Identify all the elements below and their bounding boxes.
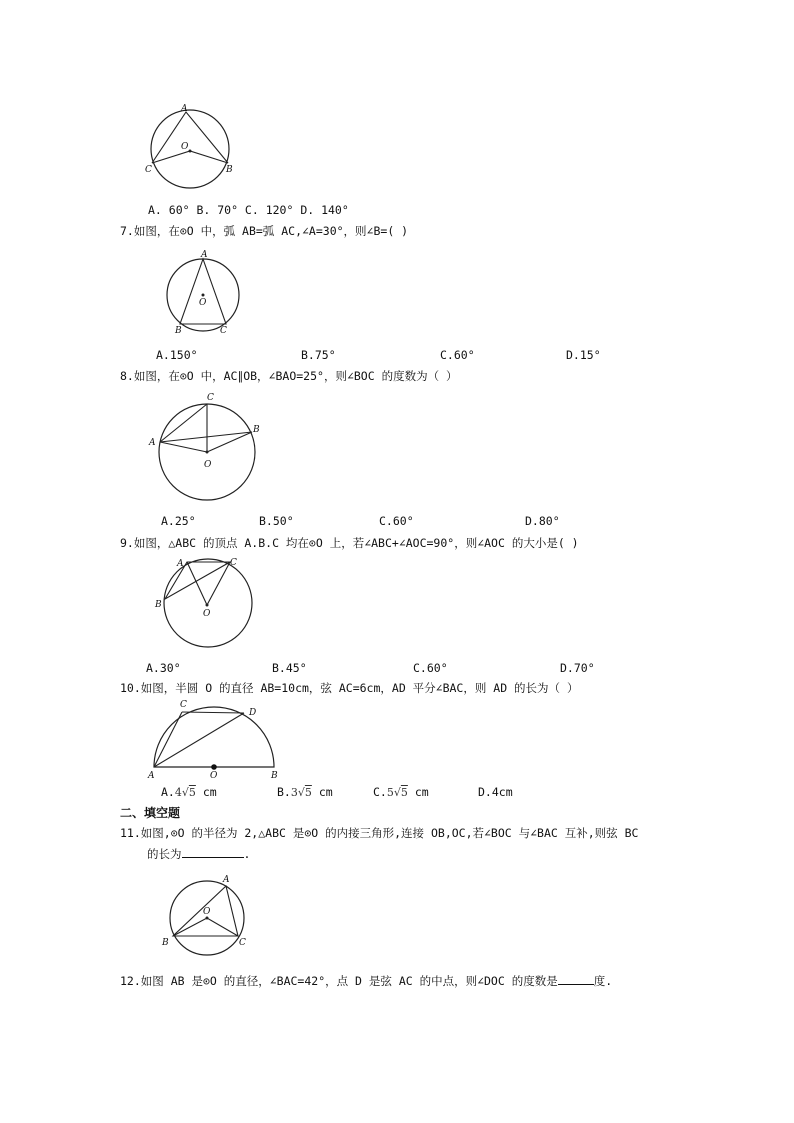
- q10-option-a-unit: cm: [202, 785, 217, 799]
- q10-option-d-prefix: D.: [478, 785, 492, 799]
- q8-label-o: O: [204, 460, 212, 470]
- q10-option-a: [161, 785, 217, 800]
- q10-option-b-unit: cm: [318, 785, 333, 799]
- q11-stem-line1: 11.如图,⊙O 的半径为 2,△ABC 是⊙O 的内接三角形,连接 OB,OC,若∠BOC 与∠BAC 互补,则弦 BC: [120, 826, 639, 840]
- q8-chord-ab: [160, 432, 252, 442]
- q10-center-dot: [211, 764, 217, 770]
- q10-option-b-coef: 3: [290, 786, 298, 799]
- q10-label-a: A: [148, 771, 155, 781]
- q8-option-d: D.80°: [525, 514, 560, 528]
- q10-stem: 10.如图，半圆 O 的直径 AB=10cm，弦 AC=6cm，AD 平分∠BAC，则 AD 的长为（ ）: [120, 681, 579, 695]
- q9-figure: [150, 552, 260, 652]
- q7-stem: 7.如图，在⊙O 中，弧 AB=弧 AC,∠A=30°，则∠B=( ): [120, 224, 409, 238]
- q11-label-b: B: [162, 938, 169, 948]
- q10-label-d: D: [249, 708, 257, 718]
- q9-label-o: O: [203, 609, 211, 619]
- q6-figure: [140, 100, 250, 200]
- q6-radii: [152, 151, 228, 163]
- q11-label-c: C: [239, 938, 246, 948]
- q7-label-a: A: [201, 250, 208, 260]
- q10-option-b-sqrt-icon: √: [297, 786, 305, 799]
- q9-option-a: A.30°: [146, 661, 181, 675]
- q8-label-b: B: [253, 425, 260, 435]
- q10-option-b-radicand: 5: [304, 786, 312, 799]
- q9-option-d: D.70°: [560, 661, 595, 675]
- q10-option-c-unit: cm: [414, 785, 429, 799]
- q10-option-a-sqrt-icon: √: [181, 786, 189, 799]
- q7-option-b: B.75°: [301, 348, 336, 362]
- q10-option-c-sqrt-icon: √: [393, 786, 401, 799]
- q11-stem-line2-text: 的长为: [147, 847, 182, 861]
- q6-circle: [151, 110, 229, 188]
- q6-label-a: A: [181, 104, 188, 114]
- q9-option-c: C.60°: [413, 661, 448, 675]
- q6-label-b: B: [226, 165, 233, 175]
- q7-label-c: C: [220, 326, 227, 336]
- q8-label-a: A: [149, 438, 156, 448]
- q10-option-a-prefix: A.: [161, 785, 175, 799]
- q9-radii: [187, 562, 230, 605]
- q8-option-a: A.25°: [161, 514, 196, 528]
- q10-label-o: O: [210, 771, 218, 781]
- q10-option-c-coef: 5: [386, 786, 394, 799]
- q7-option-d: D.15°: [566, 348, 601, 362]
- q7-label-b: B: [175, 326, 182, 336]
- q8-stem: 8.如图，在⊙O 中，AC∥OB，∠BAO=25°，则∠BOC 的度数为（ ）: [120, 369, 458, 383]
- section-title-fill-in: 二、填空题: [120, 806, 181, 820]
- q10-option-d-unit: 4cm: [491, 785, 513, 799]
- q8-label-c: C: [207, 393, 214, 403]
- q8-center-dot: [206, 451, 209, 454]
- q9-label-a: A: [177, 559, 184, 569]
- q6-label-o: O: [181, 142, 189, 152]
- q9-stem: 9.如图，△ABC 的顶点 A.B.C 均在⊙O 上，若∠ABC+∠AOC=90°，则∠AOC 的大小是( ): [120, 536, 579, 550]
- q12-stem-end: 度.: [593, 974, 613, 988]
- q10-option-c-prefix: C.: [373, 785, 387, 799]
- q6-chords: [152, 112, 228, 163]
- q10-chord-cd: [182, 712, 244, 713]
- q6-options: A. 60° B. 70° C. 120° D. 140°: [148, 203, 349, 217]
- q8-option-b: B.50°: [259, 514, 294, 528]
- q10-option-a-coef: 4: [174, 786, 182, 799]
- q10-option-d: [478, 785, 513, 799]
- q7-center-dot: [202, 294, 205, 297]
- q7-label-o: O: [199, 298, 207, 308]
- q10-label-b: B: [271, 771, 278, 781]
- q10-option-a-radicand: 5: [188, 786, 196, 799]
- q11-answer-blank[interactable]: [182, 846, 244, 858]
- q8-radius-ao: [160, 442, 207, 452]
- q6-label-c: C: [145, 165, 152, 175]
- q10-option-b: [277, 785, 333, 800]
- q8-figure: [145, 390, 270, 510]
- q9-label-c: C: [230, 558, 237, 568]
- q11-stem-line2: [147, 846, 250, 861]
- q10-option-c-radicand: 5: [400, 786, 408, 799]
- q12-stem-text: 12.如图 AB 是⊙O 的直径，∠BAC=42°，点 D 是弦 AC 的中点，则∠DOC 的度数是: [120, 974, 558, 988]
- q8-radius-ob: [207, 432, 252, 452]
- q10-label-c: C: [180, 700, 187, 710]
- q9-center-dot: [206, 604, 209, 607]
- q12-answer-blank[interactable]: [558, 973, 594, 985]
- q7-option-c: C.60°: [440, 348, 475, 362]
- q11-stem-line2-end: .: [243, 847, 251, 861]
- q11-label-o: O: [203, 907, 211, 917]
- q10-option-b-prefix: B.: [277, 785, 291, 799]
- q7-option-a: A.150°: [156, 348, 198, 362]
- q6-center-dot: [189, 150, 192, 153]
- q9-label-b: B: [155, 600, 162, 610]
- q11-figure: [160, 872, 260, 957]
- q12-stem: [120, 973, 612, 988]
- q10-figure: [145, 695, 290, 780]
- q11-label-a: A: [223, 875, 230, 885]
- q9-option-b: B.45°: [272, 661, 307, 675]
- q8-option-c: C.60°: [379, 514, 414, 528]
- q7-figure: [160, 248, 250, 338]
- q7-triangle: [180, 259, 226, 324]
- q10-option-c: [373, 785, 429, 800]
